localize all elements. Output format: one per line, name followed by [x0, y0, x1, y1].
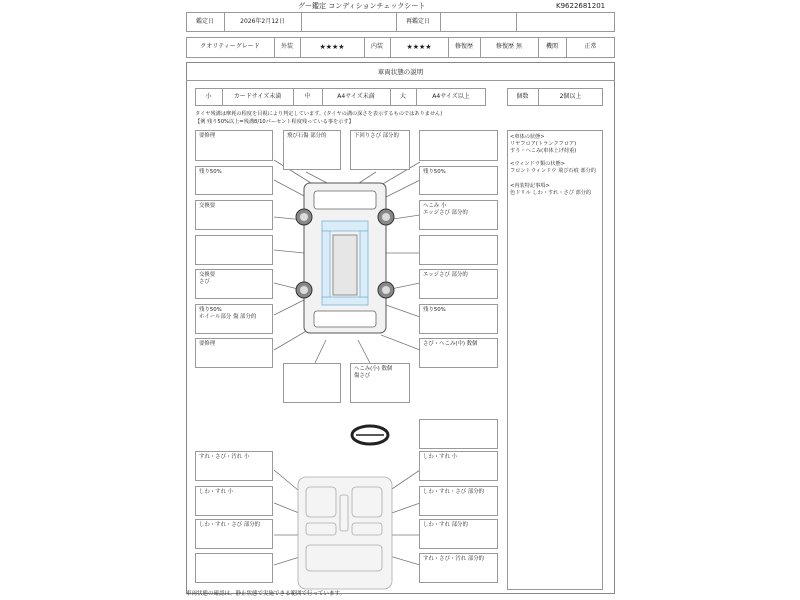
- legend-large-value: A4サイズ以上: [432, 93, 470, 100]
- function-value: 正常: [584, 43, 597, 50]
- note-rear-right-quarter: さび・へこみ(中) 数個: [419, 338, 498, 368]
- note-front-left-top: 要修理: [195, 130, 273, 161]
- note-interior-left-4: [195, 553, 273, 583]
- note-front-bumper: 下回りさび 部分的: [350, 130, 410, 170]
- note-front-right-door: へこみ 小 エッジさび 部分的: [419, 200, 498, 230]
- note-rear-left-door: 交換要 さび: [195, 269, 273, 299]
- note-interior-right-3: しわ・すれ 部分的: [419, 519, 498, 549]
- note-interior-right-4: すれ・さび・汚れ 部分的: [419, 553, 498, 583]
- remarks-body-line-1: リヤフロア(トランクフロア): [510, 141, 577, 147]
- interior-stars: ★★★★: [406, 43, 432, 51]
- legend-large-label: 大: [399, 93, 406, 100]
- note-interior-right-2: しわ・すれ・さび 部分的: [419, 486, 498, 516]
- note-tire-front-right: 残り50%: [419, 166, 498, 195]
- function-label: 機関: [545, 43, 558, 50]
- sheet-title: グー鑑定 コンディションチェックシート: [298, 2, 426, 10]
- quality-grade-label: クオリティーグレード: [200, 43, 260, 50]
- legend-small-label: 小: [205, 93, 212, 100]
- date-label: 鑑定日: [195, 18, 214, 25]
- remarks-interior-line: 色ドリル しわ・すれ・さび 部分的: [510, 190, 592, 196]
- legend-medium-value: A4サイズ未満: [337, 93, 375, 100]
- note-tire-front-left: 残り50%: [195, 166, 273, 195]
- note-front-left-door: 交換要: [195, 200, 273, 230]
- legend-medium-label: 中: [304, 93, 311, 100]
- note-rear-left-quarter: 要修理: [195, 338, 273, 368]
- footer-note: 車両状態の確認は、静止状態で実施できる範囲で行っています。: [186, 591, 346, 597]
- note-front-right-top: [419, 130, 498, 161]
- expiry-label: 再鑑定日: [405, 18, 430, 25]
- exterior-label: 外装: [280, 43, 293, 50]
- instruction-line-2: 【例 残り50%以上=残溝8/10パーセント程度残っている事を示す】: [195, 119, 354, 125]
- remarks-body-line-2: すり・へこみ(車体上げ荷重): [510, 148, 577, 154]
- steering-wheel-icon: [352, 426, 388, 444]
- note-rear-right-door: エッジさび 部分的: [419, 269, 498, 299]
- repair-value: 修復歴 無: [496, 43, 522, 50]
- note-interior-left-1: すれ・さび・汚れ 小: [195, 451, 273, 481]
- instruction-line-1: タイヤ残溝は摩耗の程度を目視により判定しています。(タイヤの溝の深さを表示するものではありません): [195, 111, 443, 117]
- note-interior-left-3: しわ・すれ・さび 部分的: [195, 519, 273, 549]
- legend-count-label: 個数: [516, 93, 529, 100]
- note-rear-bumper: へこみ(小) 数個 傷さび: [350, 363, 410, 403]
- remarks-heading-window: <ウィンドウ類の状態>: [510, 161, 566, 167]
- note-interior-left-2: しわ・すれ 小: [195, 486, 273, 516]
- repair-label: 修復歴: [454, 43, 473, 50]
- note-left-mid: [195, 235, 273, 265]
- note-steering: [419, 419, 498, 449]
- note-tire-rear-right: 残り50%: [419, 304, 498, 334]
- note-tire-rear-left: 残り50% ホイール部分 傷 部分的: [195, 304, 273, 334]
- legend-small-value: カードサイズ未満: [233, 93, 282, 100]
- section-title: 車両状態の説明: [377, 68, 424, 76]
- remarks-window-line: フロントウィンドウ 飛び石痕 部分的: [510, 168, 596, 174]
- note-right-mid: [419, 235, 498, 265]
- note-front-hood: 飛び石傷 部分的: [283, 130, 341, 170]
- remarks-panel: [507, 130, 603, 590]
- remarks-heading-body: <車体の状態>: [510, 134, 545, 140]
- sheet-code: K9622681201: [556, 2, 606, 10]
- interior-label: 内装: [370, 43, 383, 50]
- exterior-stars: ★★★★: [319, 43, 345, 51]
- remarks-heading-interior: <内装特記事項>: [510, 183, 550, 189]
- legend-count-value: 2個以上: [559, 93, 582, 100]
- date-value: 2026年2月12日: [240, 18, 285, 25]
- note-interior-right-1: しわ・すれ 小: [419, 451, 498, 481]
- note-rear-trunk: [283, 363, 341, 403]
